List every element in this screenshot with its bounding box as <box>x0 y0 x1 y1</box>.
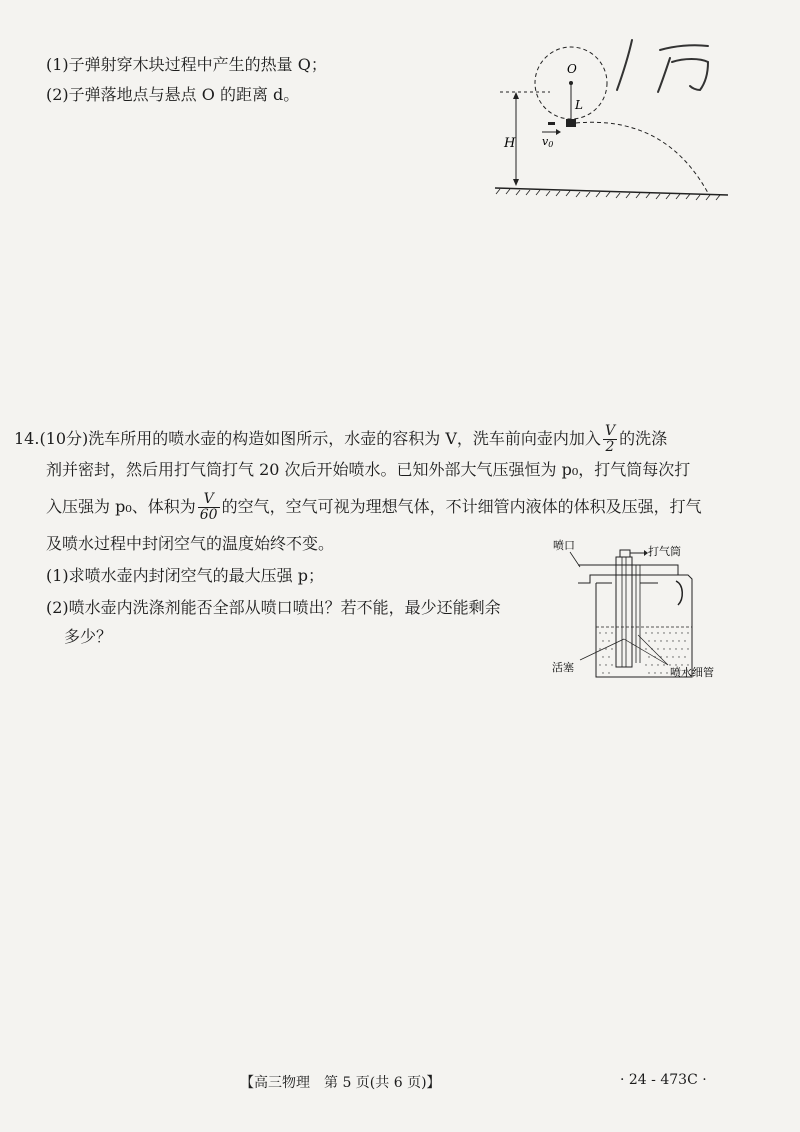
trajectory-path <box>576 122 708 193</box>
spray-bottle-figure <box>550 535 740 683</box>
problem14-line4: 及喷水过程中封闭空气的温度始终不变。 <box>46 534 335 553</box>
label-pump: 打气筒 <box>648 545 681 558</box>
page-footer-code: · 24 - 473C · <box>620 1072 707 1088</box>
ground-line <box>495 188 728 195</box>
problem14-question-2b: 多少？ <box>64 627 113 646</box>
page-footer-center: 【高三物理 第 5 页(共 6 页)】 <box>240 1075 441 1091</box>
fraction-v-over-60: $\frac{V}{60}$ <box>199 491 218 523</box>
handwriting-text: 1万 <box>612 28 614 29</box>
fraction-v-over-2: $\frac{V}{2}$ <box>604 423 616 455</box>
problem14-question-2a: (2)喷水壶内洗涤剂能否全部从喷口喷出？若不能，最少还能剩余 <box>46 598 501 617</box>
problem14-line3: 入压强为 p₀、体积为 $\frac{V}{60}$ 的空气，空气可视为理想气体，不计细管内液体的体积及压强，打气 <box>46 491 702 523</box>
label-nozzle: 喷口 <box>553 539 575 552</box>
label-spray-tube: 喷水细管 <box>670 666 714 679</box>
problem14-line2: 剂并密封，然后用打气筒打气 20 次后开始喷水。已知外部大气压强恒为 p₀，打气筒每次打 <box>46 460 691 479</box>
label-v0: v0 <box>542 135 554 149</box>
bullet <box>548 122 555 125</box>
wood-block <box>566 119 576 127</box>
label-H: H <box>504 136 516 151</box>
problem14-line1: 14.(10分)洗车所用的喷水壶的构造如图所示，水壶的容积为 V，洗车前向壶内加入 $\frac{V}{2}$ 的洗涤 <box>14 423 668 455</box>
label-piston: 活塞 <box>552 661 574 674</box>
problem14-question-1: (1)求喷水壶内封闭空气的最大压强 p； <box>46 566 324 585</box>
handwritten-mark <box>612 28 732 98</box>
prev-question-1: (1)子弹射穿木块过程中产生的热量 Q； <box>46 55 327 74</box>
label-O: O <box>567 62 577 76</box>
prev-question-2: (2)子弹落地点与悬点 O 的距离 d。 <box>46 85 300 104</box>
label-L: L <box>575 98 583 112</box>
